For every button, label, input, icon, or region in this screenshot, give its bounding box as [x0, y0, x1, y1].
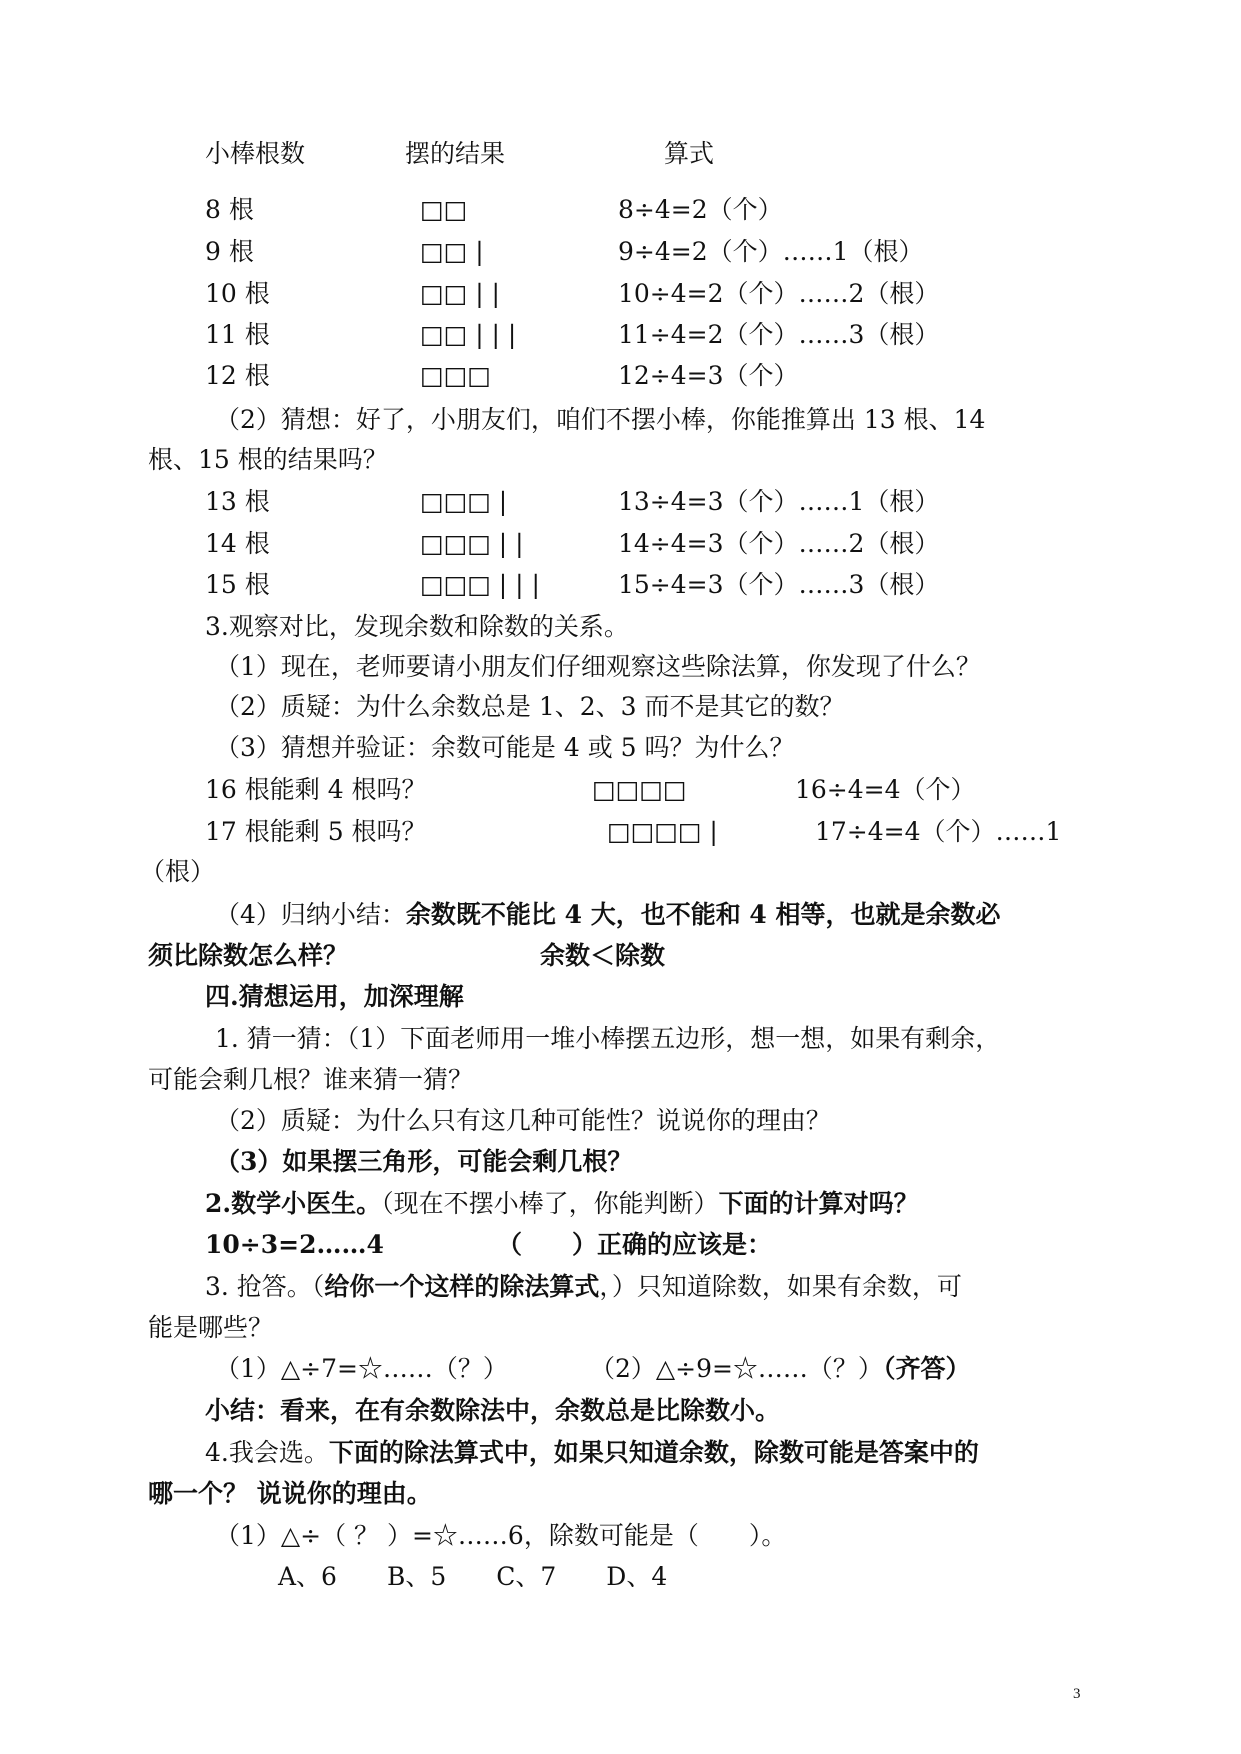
quick-answer-line-1 [205, 1270, 962, 1304]
question-17: 17 根能剩 5 根吗？ [205, 817, 427, 846]
row-result: □□□ [420, 361, 491, 390]
paragraph-bold: （3）如果摆三角形，可能会剩几根？ [215, 1147, 633, 1176]
quick-answer-line-2: 能是哪些？ [148, 1313, 274, 1342]
choose-bold: 下面的除法算式中，如果只知道余数，除数可能是答案中的 [328, 1438, 979, 1467]
guess-line-2: 根、15 根的结果吗？ [148, 445, 388, 474]
quick-answer-item-1: （1）△÷7=☆……（？） [215, 1354, 508, 1383]
section-4-title: 四.猜想运用，加深理解 [205, 982, 464, 1011]
row-formula: 12÷4=3（个） [618, 361, 799, 390]
summary-bold: 余数既不能比 4 大，也不能和 4 相等，也就是余数必 [405, 900, 1001, 929]
row-formula: 10÷4=2（个）……2（根） [618, 279, 940, 308]
doctor-question: 下面的计算对吗？ [718, 1189, 919, 1218]
col-header-sticks: 小棒根数 [205, 139, 306, 168]
choose-question: （1）△÷（ ？ ）=☆……6，除数可能是（ ）。 [215, 1521, 787, 1550]
question-17-result: □□□□ | [607, 817, 718, 846]
choose-line-2: 哪一个？ 说说你的理由。 [148, 1479, 432, 1508]
page-number: 3 [1073, 1686, 1081, 1702]
row-sticks: 15 根 [205, 570, 270, 599]
row-formula: 9÷4=2（个）……1（根） [618, 237, 924, 266]
question-17-formula: 17÷4=4（个）……1 [815, 817, 1062, 846]
choose-line-1 [205, 1436, 979, 1470]
quick-answer-bold: 给你一个这样的除法算式 [324, 1272, 600, 1301]
choose-options: A、6 B、5 C、7 D、4 [278, 1562, 668, 1591]
summary-prefix: （4）归纳小结： [215, 900, 406, 929]
quick-answer-item-2-text: （2）△÷9=☆……（？） [590, 1354, 883, 1383]
row-result: □□□ | | | [420, 570, 540, 599]
paragraph: （3）猜想并验证：余数可能是 4 或 5 吗？为什么？ [215, 733, 795, 762]
guess-line-1: （2）猜想：好了，小朋友们，咱们不摆小棒，你能推算出 13 根、14 [215, 405, 986, 434]
doctor-equation: 10÷3=2……4 [205, 1230, 384, 1259]
doctor-title: 2.数学小医生。 [205, 1189, 382, 1218]
quick-answer-chorus: （齐答） [882, 1354, 971, 1383]
row-formula: 14÷4=3（个）……2（根） [618, 529, 940, 558]
question-17-continued: （根） [140, 857, 216, 886]
question-16-result: □□□□ [592, 775, 687, 804]
row-sticks: 12 根 [205, 361, 270, 390]
row-result: □□□ | | [420, 529, 524, 558]
row-sticks: 10 根 [205, 279, 270, 308]
col-header-formula: 算式 [664, 139, 715, 168]
question-16: 16 根能剩 4 根吗？ [205, 775, 427, 804]
summary-line-2a: 须比除数怎么样？ [148, 941, 349, 970]
summary-line-2b: 余数＜除数 [540, 941, 666, 970]
row-sticks: 14 根 [205, 529, 270, 558]
doctor-line [205, 1187, 919, 1221]
paragraph: （2）质疑：为什么只有这几种可能性？说说你的理由？ [215, 1106, 831, 1135]
doctor-note: （现在不摆小棒了，你能判断） [381, 1189, 719, 1218]
quick-answer-item-2 [590, 1352, 970, 1386]
paragraph: （1）现在，老师要请小朋友们仔细观察这些除法算，你发现了什么？ [215, 652, 981, 681]
row-result: □□ | [420, 237, 484, 266]
doctor-answer: （ ）正确的应该是： [497, 1230, 773, 1259]
row-result: □□ | | | [420, 320, 517, 349]
row-sticks: 9 根 [205, 237, 254, 266]
row-sticks: 8 根 [205, 195, 254, 224]
row-result: □□□ | [420, 487, 508, 516]
row-result: □□ | | [420, 279, 500, 308]
guess-game-line-1: 1. 猜一猜：（1）下面老师用一堆小棒摆五边形，想一想，如果有剩余， [215, 1024, 1001, 1053]
row-result: □□ [420, 195, 468, 224]
quick-answer-c: ，）只知道除数，如果有余数，可 [599, 1272, 962, 1301]
row-sticks: 11 根 [205, 320, 270, 349]
row-formula: 15÷4=3（个）……3（根） [618, 570, 940, 599]
row-formula: 11÷4=2（个）……3（根） [618, 320, 940, 349]
row-sticks: 13 根 [205, 487, 270, 516]
choose-title: 4.我会选。 [205, 1438, 329, 1467]
row-formula: 13÷4=3（个）……1（根） [618, 487, 940, 516]
quick-answer-a: 3. 抢答。（ [205, 1272, 325, 1301]
paragraph: （2）质疑：为什么余数总是 1、2、3 而不是其它的数？ [215, 692, 845, 721]
col-header-result: 摆的结果 [405, 139, 506, 168]
question-16-formula: 16÷4=4（个） [795, 775, 976, 804]
section-3-title: 3.观察对比，发现余数和除数的关系。 [205, 612, 629, 641]
section-summary: 小结：看来，在有余数除法中，余数总是比除数小。 [205, 1396, 781, 1425]
row-formula: 8÷4=2（个） [618, 195, 783, 224]
guess-game-line-2: 可能会剩几根？谁来猜一猜？ [148, 1065, 474, 1094]
summary-line-1 [215, 898, 1001, 932]
